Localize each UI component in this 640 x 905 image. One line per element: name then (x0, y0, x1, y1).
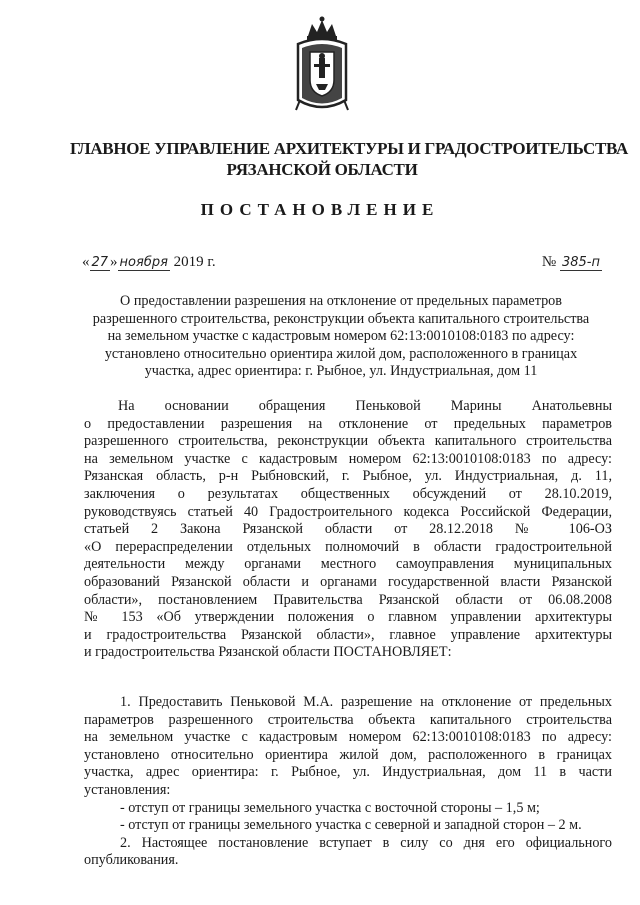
coat-of-arms-icon (294, 14, 350, 114)
body-line: «О перераспределении отдельных полномочий в области градостроительной (84, 538, 612, 555)
setback-east: - отступ от границы земельного участка с восточной стороны – 1,5 м; (120, 799, 540, 816)
item-1-line: установления: (84, 781, 171, 798)
date-quote-close: » (110, 254, 118, 270)
body-line: Рязанская область, р-н Рыбновский, г. Рыбное, ул. Индустриальная, д. 11, (84, 468, 612, 485)
body-line: и градостроительства Рязанской области ПОСТАНОВЛЯЕТ: (84, 644, 452, 661)
body-line: образований Рязанской области и органами государственной власти Рязанской (84, 573, 612, 590)
agency-line-2: РЯЗАНСКОЙ ОБЛАСТИ (226, 160, 418, 179)
title-line: участка, адрес ориентира: г. Рыбное, ул. Индустриальная, дом 11 (144, 363, 538, 380)
item-1-line: на земельном участке с кадастровым номером 62:13:0010108:0183 по адресу: (84, 729, 612, 746)
date-month: ноября (119, 255, 168, 270)
title-line: установлено относительно ориентира жилой дом, расположенного в границах (104, 345, 578, 362)
date-day: 27 (91, 255, 109, 270)
agency-line-1: ГЛАВНОЕ УПРАВЛЕНИЕ АРХИТЕКТУРЫ И ГРАДОСТРОИТЕЛЬСТВА (70, 139, 628, 158)
body-line: на земельном участке с кадастровым номером 62:13:0010108:0183 по адресу: (84, 450, 612, 467)
agency-name (70, 138, 628, 180)
body-line: руководствуясь статьей 40 Градостроительного кодекса Российской Федерации, (84, 503, 612, 520)
body-line: заключения о результатах общественных обсуждений от 28.10.2019, (84, 485, 612, 502)
date-quote-open: « (82, 254, 90, 270)
document-title (86, 293, 596, 381)
number-value: 385-п (561, 255, 600, 270)
body-line: области», постановлением Правительства Рязанской области от 06.08.2008 (84, 591, 612, 608)
title-line: на земельном участке с кадастровым номером 62:13:0010108:0183 по адресу: (107, 328, 575, 345)
body-line: статьей 2 Закона Рязанской области от 28.12.2018 № 106-ОЗ (84, 521, 612, 538)
body-line: деятельности между органами местного самоуправления муниципальных (84, 556, 612, 573)
setback-north-west: - отступ от границы земельного участка с северной и западной сторон – 2 м. (120, 817, 582, 834)
resolution-items (84, 694, 612, 870)
item-1-line: 1. Предоставить Пеньковой М.А. разрешение на отклонение от предельных (120, 694, 612, 710)
item-1-line: установлено относительно ориентира жилой дом, расположенного в границах (84, 746, 612, 763)
document-date (82, 254, 216, 271)
body-line: На основании обращения Пеньковой Марины Анатольевны (118, 398, 612, 414)
item-2-line: 2. Настоящее постановление вступает в силу со дня его официального (120, 834, 612, 851)
title-line: О предоставлении разрешения на отклонение от предельных параметров (120, 293, 562, 309)
body-line: разрешенного строительства, реконструкции объекта капитального строительства (84, 433, 612, 450)
item-1-line: участка, адрес ориентира: г. Рыбное, ул. Индустриальная, дом 11 в части (84, 764, 612, 781)
body-line: № 153 «Об утверждении положения о главном управлении архитектуры (84, 609, 612, 626)
date-year: 2019 г. (173, 254, 216, 270)
item-1-line: параметров разрешенного строительства объекта капитального строительства (84, 711, 612, 728)
body-line: о предоставлении разрешения на отклонение от предельных параметров (84, 415, 612, 432)
preamble-paragraph (84, 398, 612, 662)
document-type: ПОСТАНОВЛЕНИЕ (200, 200, 440, 219)
item-2-line: опубликования. (84, 852, 179, 869)
body-line: и градостроительства Рязанской области», главное управление архитектуры (84, 626, 612, 643)
document-number (542, 254, 602, 271)
title-line: разрешенного строительства, реконструкции объекта капитального строительства (92, 310, 590, 327)
number-prefix: № (541, 254, 557, 270)
